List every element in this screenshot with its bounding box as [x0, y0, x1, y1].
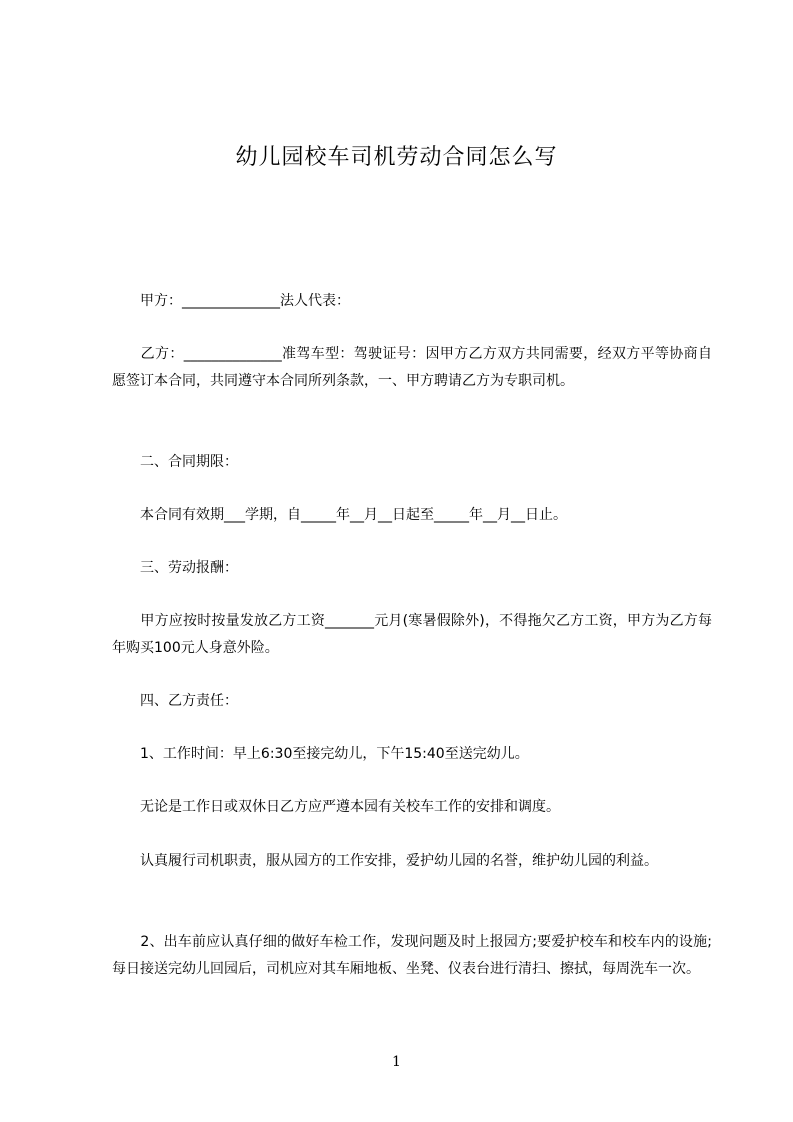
- page-number: 1: [392, 1054, 401, 1070]
- paragraph-term: 本合同有效期___学期，自_____年__月__日起至_____年__月__日止。: [112, 507, 567, 523]
- section-heading-pay: 三、劳动报酬：: [112, 560, 238, 576]
- paragraph-party-b: 乙方：______________准驾车型：驾驶证号：因甲方乙方双方共同需要，经双方平等协商自愿签订本合同，共同遵守本合同所列条款，一、甲方聘请乙方为专职司机。: [112, 346, 712, 389]
- paragraph-vehicle-check: 2、出车前应认真仔细的做好车检工作，发现问题及时上报园方;要爱护校车和校车内的设施;每日接送完幼儿回园后，司机应对其车厢地板、坐凳、仪表台进行清扫、擦拭，每周洗车一次。: [112, 934, 712, 977]
- section-heading-duties: 四、乙方责任：: [112, 693, 238, 709]
- section-heading-term: 二、合同期限：: [112, 454, 238, 470]
- paragraph-party-a: 甲方：______________法人代表：: [112, 293, 350, 309]
- document-title: 幼儿园校车司机劳动合同怎么写: [235, 145, 558, 170]
- paragraph-work-hours: 1、工作时间：早上6:30至接完幼儿，下午15:40至送完幼儿。: [112, 746, 529, 762]
- paragraph-pay: 甲方应按时按量发放乙方工资_______元月(寒暑假除外)，不得拖欠乙方工资，甲方为乙方每年购买100元人身意外险。: [112, 613, 712, 656]
- paragraph-responsibility: 认真履行司机职责，服从园方的工作安排，爱护幼儿园的名誉，维护幼儿园的利益。: [112, 853, 658, 869]
- paragraph-schedule: 无论是工作日或双休日乙方应严遵本园有关校车工作的安排和调度。: [112, 799, 560, 815]
